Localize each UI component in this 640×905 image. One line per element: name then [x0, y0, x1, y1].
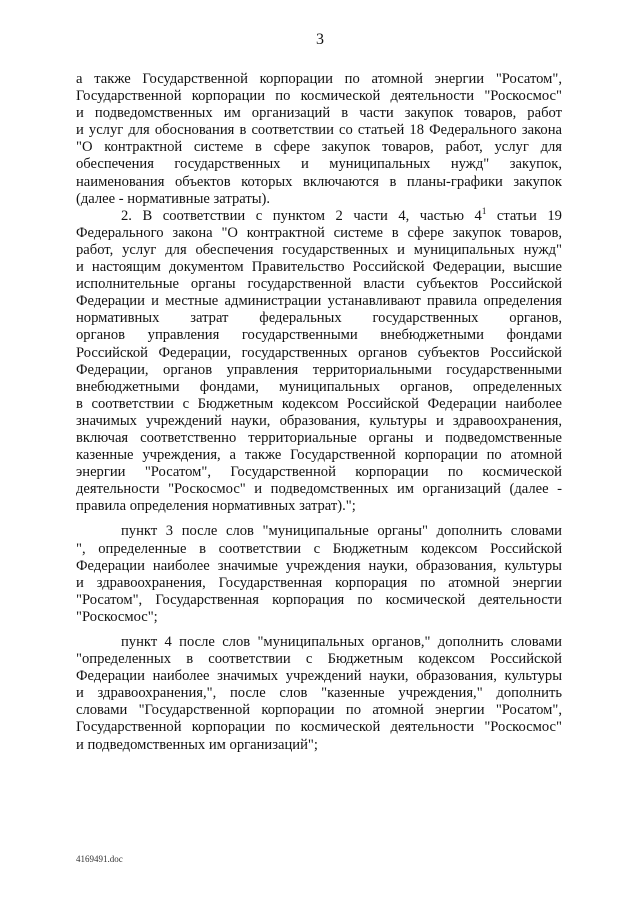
text-line: Федерального закона "О контрактной системе в сфере закупок товаров, — [76, 224, 562, 241]
text-line: энергии "Росатом", Государственной корпорации по космической — [76, 464, 562, 481]
page-number: 3 — [316, 31, 324, 48]
text-line: наименования объектов которых включаются в планы-графики закупок — [76, 173, 562, 190]
text-line: включая соответственно территориальные органы и подведомственные — [76, 429, 562, 446]
text-line: "Росатом", Государственная корпорация по космической деятельности — [76, 591, 562, 608]
superscript: 1 — [481, 205, 487, 216]
text-line: деятельности "Роскосмос" и подведомственных им организаций (далее - — [76, 481, 562, 498]
document-body — [76, 71, 562, 754]
text-line: Федерации, органов управления территориальными государственными — [76, 361, 562, 378]
text-line: и настоящим документом Правительство Российской Федерации, высшие — [76, 259, 562, 276]
text-line: пункт 4 после слов "муниципальных органов," дополнить словами — [121, 634, 562, 650]
text-line: Федерации наиболее значимые учреждения науки, образования, культуры — [76, 557, 562, 574]
paragraph-gap — [76, 515, 562, 523]
text-line: "Роскосмос"; — [76, 608, 158, 625]
text-line: "О контрактной системе в сфере закупок товаров, работ, услуг для — [76, 139, 562, 156]
text-line: словами "Государственной корпорации по атомной энергии "Росатом", — [76, 702, 562, 719]
text-line: работ, услуг для обеспечения государственных и муниципальных нужд" — [76, 241, 562, 258]
text-line: внебюджетными фондами, муниципальных органов, определенных — [76, 378, 562, 395]
text-line: (далее - нормативные затраты). — [76, 190, 271, 207]
text-line: исполнительные органы государственной власти субъектов Российской — [76, 276, 562, 293]
text-line: ", определенные в соответствии с Бюджетным кодексом Российской — [76, 540, 562, 557]
document-file-code: 4169491.doc — [76, 854, 123, 864]
text-line: органов управления государственными внебюджетными фондами — [76, 327, 562, 344]
text-line: Российской Федерации, государственных органов субъектов Российской — [76, 344, 562, 361]
text-line — [76, 205, 562, 225]
text-line: и здравоохранения,", после слов "казенные учреждения," дополнить — [76, 685, 562, 702]
text-fragment: статьи 19 — [486, 207, 562, 224]
text-line: нормативных затрат федеральных государственных органов, — [76, 310, 562, 327]
text-line: Государственной корпорации по космической деятельности "Роскосмос" — [76, 88, 562, 105]
text-line: обеспечения государственных и муниципальных нужд" закупок, — [76, 156, 562, 173]
text-fragment: 2. В соответствии с пунктом 2 части 4, частью 4 — [121, 207, 482, 224]
text-line: Федерации и местные администрации устанавливают правила определения — [76, 293, 562, 310]
text-line: казенные учреждения, а также Государственной корпорации по атомной — [76, 447, 562, 464]
text-line: в соответствии с Бюджетным кодексом Российской Федерации наиболее — [76, 395, 562, 412]
text-line: "определенных в соответствии с Бюджетным кодексом Российской — [76, 651, 562, 668]
text-line: и подведомственных им организаций"; — [76, 736, 318, 753]
text-line: Государственной корпорации по космической деятельности "Роскосмос" — [76, 719, 562, 736]
text-line: и подведомственных им организаций в части закупок товаров, работ — [76, 105, 562, 122]
text-line: правила определения нормативных затрат)."; — [76, 498, 356, 515]
text-line: и здравоохранения, Государственная корпорация по атомной энергии — [76, 574, 562, 591]
text-line: и услуг для обоснования в соответствии со статьей 18 Федерального закона — [76, 122, 562, 139]
text-line: пункт 3 после слов "муниципальные органы" дополнить словами — [121, 523, 562, 540]
text-line: значимых учреждений науки, образования, культуры и здравоохранения, — [76, 412, 562, 429]
text-line: а также Государственной корпорации по атомной энергии "Росатом", — [76, 71, 562, 87]
paragraph-gap — [76, 626, 562, 634]
text-line: Федерации наиболее значимых учреждений науки, образования, культуры — [76, 668, 562, 685]
